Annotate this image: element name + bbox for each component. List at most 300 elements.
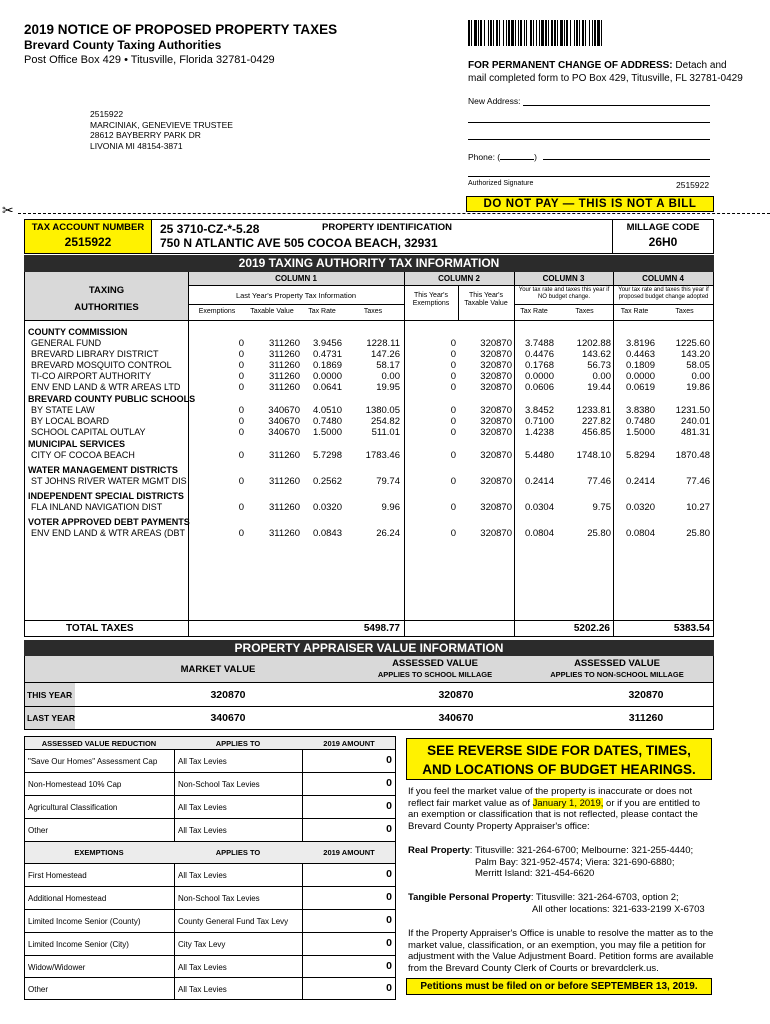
tax-account-label: TAX ACCOUNT NUMBER (31, 222, 145, 233)
tax-exemptions-col2: 0 (450, 405, 456, 416)
tax-amount-col3: 456.85 (581, 427, 611, 438)
col4-label: COLUMN 4 (642, 274, 684, 283)
tax-rate-col3: 3.7488 (524, 338, 554, 349)
tax-item-name: ENV END LAND & WTR AREAS (DBT (31, 528, 186, 538)
applies-nonschool-label: APPLIES TO NON-SCHOOL MILLAGE (550, 670, 684, 679)
last-year-label: Last Year's Property Tax Information (235, 291, 357, 300)
tax-amount-col3: 1748.10 (576, 450, 611, 461)
reductions-h2: APPLIES TO (215, 739, 261, 748)
change-address-label: FOR PERMANENT CHANGE OF ADDRESS: (468, 60, 673, 71)
tax-item-name: GENERAL FUND (31, 338, 102, 348)
tax-exemptions: 0 (238, 349, 244, 360)
barcode-bar (548, 20, 549, 46)
millage-label: MILLAGE CODE (626, 222, 700, 233)
tax-exemptions-col2: 0 (450, 338, 456, 349)
tax-exemptions: 0 (238, 476, 244, 487)
tax-item-name: FLA INLAND NAVIGATION DIST (31, 502, 163, 512)
exemption-name: First Homestead (28, 871, 87, 880)
tax-exemptions: 0 (238, 360, 244, 371)
tax-amount-col1: 1380.05 (365, 405, 400, 416)
real-property-line-1: : Titusville: 321-264-6700; Melbourne: 321-255-4440; (469, 845, 694, 856)
exemption-row-divider (24, 886, 396, 887)
tax-exemptions-col2: 0 (450, 450, 456, 461)
reduction-applies: All Tax Levies (178, 803, 227, 812)
this-year-label: THIS YEAR (27, 690, 73, 700)
tax-rate-col1: 5.7298 (312, 450, 342, 461)
tax-exemptions-col2: 0 (450, 360, 456, 371)
tax-rate-col3: 0.0000 (524, 371, 554, 382)
this-year-taxable-label: This Year's Taxable Value (464, 292, 508, 307)
barcode-bar (594, 20, 596, 46)
col2-label: COLUMN 2 (438, 274, 480, 283)
tpp-contacts (408, 892, 714, 915)
notice-title: 2019 NOTICE OF PROPOSED PROPERTY TAXES (24, 22, 338, 37)
exemption-applies: County General Fund Tax Levy (178, 917, 289, 926)
tax-amount-col1: 26.24 (376, 528, 400, 539)
barcode-bar (488, 20, 489, 46)
tax-rate-col4: 0.2414 (625, 476, 655, 487)
authority-name: Brevard County Taxing Authorities (24, 38, 222, 52)
ex-header-bottom (24, 863, 396, 864)
tax-amount-col4: 481.31 (680, 427, 710, 438)
exemption-applies: All Tax Levies (178, 985, 227, 994)
barcode (468, 20, 604, 46)
tax-taxable-value: 311260 (269, 360, 300, 371)
h-taxes: Taxes (363, 308, 383, 315)
exemption-name: Limited Income Senior (County) (28, 917, 141, 926)
tax-group-label: MUNICIPAL SERVICES (28, 439, 126, 449)
tax-rate-col4: 0.0804 (625, 528, 655, 539)
tax-taxable-value: 311260 (269, 382, 300, 393)
ex-header-top (24, 841, 396, 842)
barcode-bar (526, 20, 527, 46)
barcode-bar (506, 20, 507, 46)
h3-taxes: Taxes (575, 308, 594, 315)
info-p2-line-d: from the Brevard County Clerk of Courts or brevardclerk.us. (408, 962, 659, 974)
tax-amount-col3: 56.73 (587, 360, 611, 371)
tax-amount-col3: 77.46 (587, 476, 611, 487)
tax-taxable-value: 311260 (269, 476, 300, 487)
tax-amount-col1: 19.95 (376, 382, 400, 393)
this-year-school: 320870 (438, 689, 474, 701)
barcode-bar (503, 20, 504, 46)
exemption-amount: 0 (386, 868, 392, 880)
tax-exemptions-col2: 0 (450, 371, 456, 382)
barcode-bar (592, 20, 593, 46)
tax-amount-col4: 77.46 (686, 476, 710, 487)
tax-taxable-col2: 320870 (480, 502, 512, 513)
new-address-line-1[interactable] (523, 105, 710, 106)
exemption-name: Other (28, 985, 49, 994)
exemption-amount: 0 (386, 914, 392, 926)
h4-rate: Tax Rate (620, 308, 649, 315)
barcode-bar (530, 20, 532, 46)
tax-amount-col1: 1783.46 (365, 450, 400, 461)
do-not-pay-banner: DO NOT PAY — THIS IS NOT A BILL (466, 196, 714, 212)
tax-exemptions-col2: 0 (450, 528, 456, 539)
tax-rate-col4: 1.5000 (625, 427, 655, 438)
tax-amount-col4: 1870.48 (675, 450, 710, 461)
exemption-row-divider (24, 955, 396, 956)
info-p2-line-a: If the Property Appraiser's Office is unable to resolve the matter as to the (408, 928, 714, 939)
barcode-bar (564, 20, 565, 46)
h-exemptions: Exemptions (198, 308, 236, 315)
see-reverse-line-1: SEE REVERSE SIDE FOR DATES, TIMES, (427, 743, 691, 758)
col3-label: COLUMN 3 (542, 274, 585, 283)
h-rate: Tax Rate (308, 308, 336, 315)
barcode-bar (496, 20, 498, 46)
tax-amount-col4: 0.00 (691, 371, 710, 382)
barcode-bar (589, 20, 590, 46)
tax-rate-col4: 3.8196 (625, 338, 655, 349)
tax-taxable-value: 340670 (268, 427, 300, 438)
tax-item-name: BREVARD MOSQUITO CONTROL (31, 360, 172, 370)
tax-rate-col1: 0.0641 (312, 382, 342, 393)
exemption-amount: 0 (386, 891, 392, 903)
barcode-bar (557, 20, 558, 46)
barcode-bar (551, 20, 553, 46)
reduction-amount: 0 (386, 823, 392, 835)
hdr-line-3 (514, 304, 714, 305)
change-address-text2: mail completed form to PO Box 429, Titusville, FL 32781-0429 (468, 73, 743, 84)
barcode-bar (511, 20, 514, 46)
reduction-row-divider (24, 818, 396, 819)
tax-exemptions: 0 (238, 338, 244, 349)
last-year-market: 340670 (210, 712, 246, 724)
barcode-bar (536, 20, 537, 46)
tax-amount-col3: 25.80 (587, 528, 611, 539)
see-reverse-banner (406, 738, 712, 780)
tax-exemptions: 0 (238, 371, 244, 382)
tax-taxable-value: 311260 (269, 371, 300, 382)
tax-amount-col4: 240.01 (680, 416, 710, 427)
reduction-name: "Save Our Homes" Assessment Cap (28, 757, 158, 766)
exemption-applies: Non-School Tax Levies (178, 894, 260, 903)
assessed-nonschool-label: ASSESSED VALUE (574, 658, 660, 669)
tax-amount-col3: 1202.88 (576, 338, 611, 349)
last-year-label: LAST YEAR (27, 713, 76, 723)
barcode-bar (480, 20, 482, 46)
tax-rate-col4: 3.8380 (625, 405, 655, 416)
mailing-line-2: MARCINIAK, GENEVIEVE TRUSTEE (90, 119, 233, 130)
barcode-bar (579, 20, 580, 46)
exemption-name: Additional Homestead (28, 894, 107, 903)
barcode-bar (601, 20, 602, 46)
assessment-date: January 1, 2019, (532, 797, 604, 809)
tax-item-name: ENV END LAND & WTR AREAS LTD (31, 382, 181, 392)
tax-taxable-col2: 320870 (480, 405, 512, 416)
exemption-amount: 0 (386, 982, 392, 994)
tax-group-label: WATER MANAGEMENT DISTRICTS (28, 465, 178, 475)
barcode-bar (515, 20, 516, 46)
tax-amount-col3: 9.75 (592, 502, 611, 513)
tax-rate-col3: 5.4480 (524, 450, 554, 461)
col1-label: COLUMN 1 (275, 274, 317, 283)
market-value-label: MARKET VALUE (180, 664, 256, 675)
tax-exemptions: 0 (238, 427, 244, 438)
tpp-line-1: : Titusville: 321-264-6703, option 2; (530, 892, 679, 903)
col3-note: Your tax rate and taxes this year if NO budget change. (518, 287, 610, 300)
tax-amount-col1: 147.26 (370, 349, 400, 360)
tax-info-title: 2019 TAXING AUTHORITY TAX INFORMATION (24, 255, 714, 272)
info-p1-line-b: reflect fair market value as of January 1, 2019, or if you are entitled to (408, 797, 701, 809)
total-line (24, 620, 714, 621)
tax-taxable-col2: 320870 (480, 528, 512, 539)
tax-taxable-col2: 320870 (480, 371, 512, 382)
tax-group-label: VOTER APPROVED DEBT PAYMENTS (28, 517, 190, 527)
tax-rate-col1: 0.0000 (312, 371, 342, 382)
tax-account-number: 2515922 (64, 235, 112, 249)
tax-taxable-value: 311260 (269, 338, 300, 349)
reduction-amount: 0 (386, 754, 392, 766)
hdr-line-2 (188, 304, 404, 305)
tax-amount-col1: 58.17 (376, 360, 400, 371)
signature-line[interactable] (468, 176, 710, 177)
tax-exemptions-col2: 0 (450, 382, 456, 393)
tax-taxable-col2: 320870 (480, 476, 512, 487)
tax-amount-col4: 25.80 (686, 528, 710, 539)
barcode-bar (468, 20, 470, 46)
barcode-bar (508, 20, 510, 46)
reductions-h1: ASSESSED VALUE REDUCTION (41, 739, 157, 748)
tax-group-label: COUNTY COMMISSION (28, 327, 128, 337)
this-year-market: 320870 (210, 689, 246, 701)
change-address-text: Detach and (675, 60, 727, 71)
vdiv-2 (404, 272, 405, 637)
col4-note: Your tax rate and taxes this year if proposed budget change adopted (618, 287, 709, 300)
tax-rate-col4: 0.0320 (625, 502, 655, 513)
barcode-bar (490, 20, 492, 46)
exemption-row-divider (24, 977, 396, 978)
exemption-amount: 0 (386, 937, 392, 949)
info-p1-line-a: If you feel the market value of the property is inaccurate or does not (408, 786, 693, 797)
tax-taxable-value: 311260 (269, 349, 300, 360)
tax-amount-col1: 0.00 (381, 371, 400, 382)
tax-amount-col1: 9.96 (381, 502, 400, 513)
last-year-school: 340670 (438, 712, 474, 724)
exemption-name: Limited Income Senior (City) (28, 940, 129, 949)
tax-rate-col4: 5.8294 (625, 450, 655, 461)
total-col4: 5383.54 (673, 623, 710, 634)
tax-amount-col4: 143.20 (680, 349, 710, 360)
tax-item-name: ST JOHNS RIVER WATER MGMT DIS (31, 476, 187, 486)
barcode-bar (597, 20, 600, 46)
tax-taxable-col2: 320870 (480, 427, 512, 438)
tax-taxable-value: 311260 (269, 450, 300, 461)
tax-item-name: CITY OF COCOA BEACH (31, 450, 135, 460)
exemptions-h1: EXEMPTIONS (74, 848, 124, 857)
authority-address: Post Office Box 429 • Titusville, Florida 32781-0429 (24, 54, 275, 66)
tax-amount-col4: 1231.50 (675, 405, 710, 416)
info-p2-line-b: market value, classification, or an exemption, you may file a petition for (408, 939, 706, 951)
reduction-applies: All Tax Levies (178, 757, 227, 766)
real-property-line-3: Merritt Island: 321-454-6620 (475, 868, 595, 879)
change-address-note (468, 60, 727, 71)
tax-exemptions-col2: 0 (450, 416, 456, 427)
h-taxable: Taxable Value (250, 308, 294, 315)
vdiv-1 (188, 272, 189, 637)
tax-taxable-col2: 320870 (480, 338, 512, 349)
exemption-row-divider (24, 932, 396, 933)
assessed-school-label: ASSESSED VALUE (392, 658, 478, 669)
see-reverse-line-2: AND LOCATIONS OF BUDGET HEARINGS. (422, 762, 696, 777)
tax-exemptions: 0 (238, 416, 244, 427)
barcode-bar (566, 20, 568, 46)
tax-amount-col1: 79.74 (376, 476, 400, 487)
tax-group-label: BREVARD COUNTY PUBLIC SCHOOLS (28, 394, 196, 404)
tax-rate-col1: 3.9456 (312, 338, 342, 349)
mailing-line-3: 28612 BAYBERRY PARK DR (90, 130, 201, 140)
tax-amount-col1: 254.82 (370, 416, 400, 427)
phone-label: Phone: ( ) (468, 152, 537, 162)
tax-amount-col4: 19.86 (686, 382, 710, 393)
tax-item-name: BREVARD LIBRARY DISTRICT (31, 349, 159, 359)
property-id-label: PROPERTY IDENTIFICATION (322, 222, 453, 233)
appraiser-line-1 (24, 682, 714, 683)
tax-rate-col1: 0.7480 (312, 416, 342, 427)
barcode-bar (554, 20, 556, 46)
tax-amount-col3: 227.82 (581, 416, 611, 427)
tax-taxable-col2: 320870 (480, 360, 512, 371)
total-col3: 5202.26 (573, 623, 610, 634)
barcode-bar (518, 20, 519, 46)
tax-rate-col1: 0.4731 (312, 349, 342, 360)
signature-label: Authorized Signature (468, 180, 534, 187)
exemption-applies: All Tax Levies (178, 871, 227, 880)
tax-amount-col3: 19.44 (587, 382, 611, 393)
total-label: TOTAL TAXES (66, 623, 134, 634)
tax-amount-col4: 1225.60 (675, 338, 710, 349)
tax-taxable-value: 340670 (268, 416, 300, 427)
tax-rate-col4: 0.7480 (625, 416, 655, 427)
tax-taxable-col2: 320870 (480, 450, 512, 461)
scissors-icon: ✂ (2, 202, 14, 218)
tax-amount-col1: 1228.11 (366, 338, 400, 349)
reduction-amount: 0 (386, 800, 392, 812)
cut-line (18, 213, 770, 214)
barcode-bar (585, 20, 586, 46)
tax-taxable-value: 311260 (269, 528, 300, 539)
new-address-line-3[interactable] (468, 139, 710, 140)
h4-taxes: Taxes (675, 308, 694, 315)
taxing-label: TAXING (88, 285, 125, 296)
barcode-bar (493, 20, 494, 46)
tax-exemptions-col2: 0 (450, 476, 456, 487)
tax-rate-col3: 3.8452 (524, 405, 554, 416)
tax-rate-col1: 0.0320 (312, 502, 342, 513)
reductions-h3: 2019 AMOUNT (323, 739, 375, 748)
tax-amount-col3: 143.62 (581, 349, 611, 360)
tax-rate-col1: 0.0843 (312, 528, 342, 539)
info-paragraph-2 (408, 928, 714, 974)
hdr-line-1 (188, 285, 714, 286)
exemption-applies: City Tax Levy (178, 940, 226, 949)
barcode-bar (576, 20, 578, 46)
hdr-line-4 (24, 320, 714, 321)
tpp-label: Tangible Personal Property (408, 892, 531, 903)
authorities-label: AUTHORITIES (74, 302, 139, 313)
reduction-applies: Non-School Tax Levies (178, 780, 260, 789)
tax-taxable-value: 340670 (268, 405, 300, 416)
barcode-bar (524, 20, 525, 46)
barcode-bar (582, 20, 584, 46)
tax-rate-col3: 0.0606 (524, 382, 554, 393)
tax-rate-col3: 1.4238 (524, 427, 554, 438)
tax-exemptions: 0 (238, 382, 244, 393)
tax-exemptions-col2: 0 (450, 502, 456, 513)
exemption-applies: All Tax Levies (178, 963, 227, 972)
millage-code: 26H0 (648, 235, 678, 249)
tax-rate-col3: 0.0304 (524, 502, 554, 513)
tax-rate-col3: 0.0804 (524, 528, 554, 539)
tax-rate-col3: 0.1768 (524, 360, 554, 371)
barcode-bar (471, 20, 472, 46)
exemption-row-divider (24, 909, 396, 910)
reduction-row-divider (24, 795, 396, 796)
info-p1-line-c: an exemption or classification that is not reflected, please contact the (408, 809, 698, 820)
mailing-line-1: 2515922 (90, 109, 124, 119)
tax-exemptions: 0 (238, 502, 244, 513)
tax-amount-col3: 0.00 (592, 371, 611, 382)
tax-exemptions-col2: 0 (450, 427, 456, 438)
real-property-line-2: Palm Bay: 321-952-4574; Viera: 321-690-6880; (475, 856, 675, 868)
barcode-bar (545, 20, 547, 46)
new-address-line-2[interactable] (468, 122, 710, 123)
mailing-line-4: LIVONIA MI 48154-3871 (90, 140, 183, 151)
signature-id: 2515922 (676, 180, 710, 190)
tax-taxable-col2: 320870 (480, 382, 512, 393)
tax-amount-col4: 10.27 (686, 502, 710, 513)
tax-rate-col4: 0.0000 (625, 371, 655, 382)
vdiv-5 (458, 285, 459, 320)
barcode-bar (539, 20, 540, 46)
tax-taxable-value: 311260 (269, 502, 300, 513)
appraiser-title: PROPERTY APPRAISER VALUE INFORMATION (24, 640, 714, 656)
tax-rate-col3: 0.7100 (524, 416, 554, 427)
barcode-bar (499, 20, 500, 46)
tax-rate-col3: 0.4476 (524, 349, 554, 360)
info-paragraph-1 (408, 786, 714, 832)
tax-rate-col1: 0.1869 (312, 360, 342, 371)
tax-exemptions: 0 (238, 528, 244, 539)
applies-school-label: APPLIES TO SCHOOL MILLAGE (377, 670, 493, 679)
tax-exemptions-col2: 0 (450, 349, 456, 360)
reduction-name: Non-Homestead 10% Cap (28, 780, 122, 789)
appraiser-line-2 (24, 706, 714, 707)
tax-taxable-col2: 320870 (480, 416, 512, 427)
info-p2-line-c: adjustment with the Value Adjustment Board. Petition forms are available (408, 951, 714, 962)
tax-amount-col3: 1233.81 (576, 405, 611, 416)
tax-amount-col1: 511.01 (371, 427, 400, 438)
barcode-bar (570, 20, 571, 46)
new-address-label: New Address: (468, 96, 521, 106)
tax-rate-col1: 1.5000 (312, 427, 342, 438)
reduction-name: Other (28, 826, 49, 835)
barcode-bar (474, 20, 477, 46)
reduction-row-divider (24, 749, 396, 750)
tax-exemptions: 0 (238, 405, 244, 416)
phone-line[interactable] (543, 159, 710, 160)
tax-rate-col4: 0.0619 (625, 382, 655, 393)
tax-item-name: TI-CO AIRPORT AUTHORITY (31, 371, 152, 381)
exemption-name: Widow/Widower (28, 963, 86, 972)
barcode-bar (533, 20, 534, 46)
petitions-deadline: Petitions must be filed on or before SEPTEMBER 13, 2019. (406, 978, 712, 995)
tax-item-name: BY STATE LAW (31, 405, 95, 415)
barcode-bar (520, 20, 522, 46)
property-address: 750 N ATLANTIC AVE 505 COCOA BEACH, 32931 (160, 236, 438, 250)
exemption-amount: 0 (386, 960, 392, 972)
